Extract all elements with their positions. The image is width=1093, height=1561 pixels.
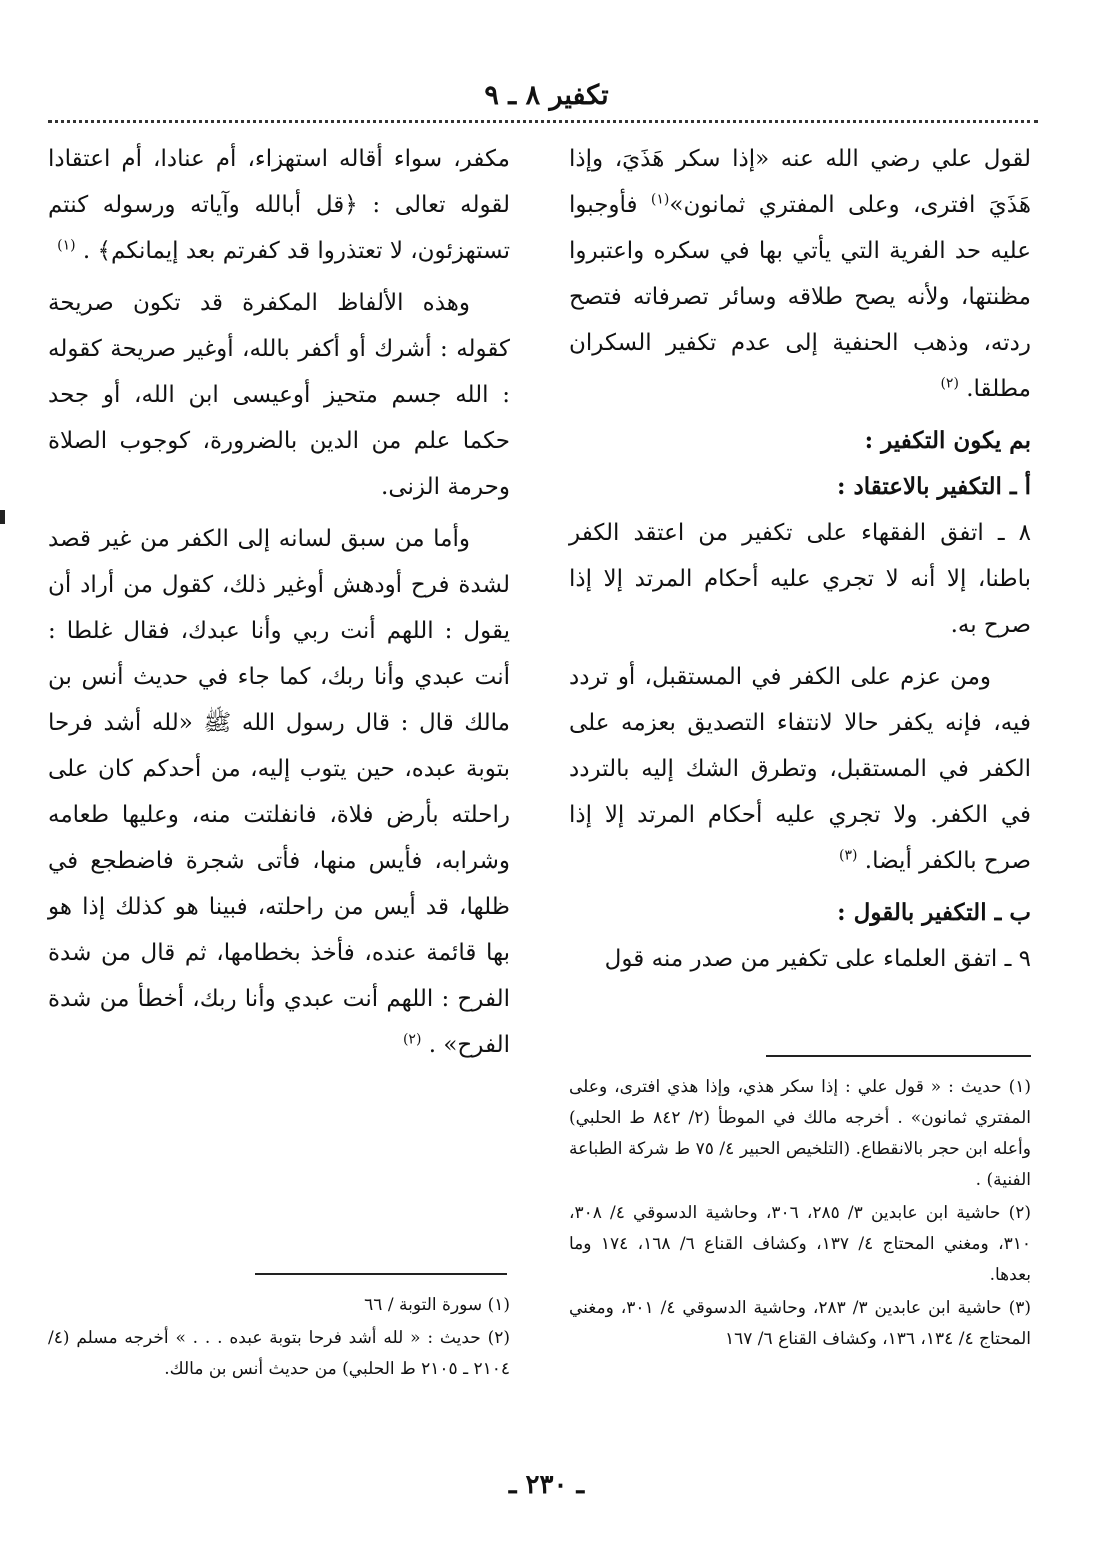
left-column xyxy=(48,136,510,1074)
footnotes-right xyxy=(569,1072,1031,1357)
footnote-divider xyxy=(255,1273,507,1275)
section-heading: بم يكون التكفير : xyxy=(864,427,1031,454)
footnote: (١) حديث : « قول علي : إذا سكر هذي، وإذا هذي افترى، وعلى المفتري ثمانون» . أخرجه مالك في الموطأ (٢/ ٨٤٢ ط الحلبي) وأعله ابن حجر بالانقطاع. (التلخيص الحبير ٤/ ٧٥ ط شركة الطباعة الفنية) . xyxy=(569,1077,1031,1190)
paragraph-text: لقول علي رضي الله عنه «إذا سكر هَذَيَ، وإذا هَذَيَ افترى، وعلى المفتري ثمانون» xyxy=(569,146,1031,218)
footnote: (٣) حاشية ابن عابدين ٣/ ٢٨٣، وحاشية الدسوقي ٤/ ٣٠١، ومغني المحتاج ٤/ ١٣٤، ١٣٦، وكشاف القناع ٦/ ١٦٧ xyxy=(569,1298,1031,1349)
paragraph: وهذه الألفاظ المكفرة قد تكون صريحة كقوله : أشرك أو أكفر بالله، أوغير صريحة كقوله : الله جسم متحيز أوعيسى ابن الله، أو جحد حكما علم من الدين بالضرورة، كوجوب الصلاة وحرمة الزنى. xyxy=(48,290,510,500)
subsection-heading: أ ـ التكفير بالاعتقاد : xyxy=(836,473,1031,500)
footnotes-left xyxy=(48,1290,510,1387)
footnote: (٢) حديث : « لله أشد فرحا بتوبة عبده . . . » أخرجه مسلم (٤/ ٢١٠٤ ـ ٢١٠٥ ط الحلبي) من حديث أنس بن مالك. xyxy=(48,1328,510,1379)
paragraph: ٨ ـ اتفق الفقهاء على تكفير من اعتقد الكفر باطنا، إلا أنه لا تجري عليه أحكام المرتد إلا إذا صرح به. xyxy=(569,520,1031,638)
footnote-ref[interactable]: (٣) xyxy=(839,847,858,864)
paragraph xyxy=(569,136,1031,412)
paragraph xyxy=(48,516,510,1068)
page-number: ـ ٢٣٠ ـ xyxy=(508,1470,585,1500)
paragraph xyxy=(48,136,510,274)
paragraph-text: مكفر، سواء أقاله استهزاء، أم عنادا، أم اعتقادا لقوله تعالى : ﴿قل أبالله وآياته ورسوله كنتم تستهزئون، لا تعتذروا قد كفرتم بعد إيمانكم﴾ . xyxy=(48,146,510,264)
header-divider xyxy=(48,120,1038,123)
footnote-ref[interactable]: (٢) xyxy=(402,1031,422,1048)
footnote-ref[interactable]: (١) xyxy=(650,191,670,208)
footnote: (٢) حاشية ابن عابدين ٣/ ٢٨٥، ٣٠٦، وحاشية الدسوقي ٤/ ٣٠٨، ٣١٠، ومغني المحتاج ٤/ ١٣٧، وكشاف القناع ٦/ ١٦٨، ١٧٤ وما بعدها. xyxy=(569,1203,1031,1285)
footnote-divider xyxy=(766,1055,1031,1057)
paragraph xyxy=(569,654,1031,884)
paragraph-text: وأما من سبق لسانه إلى الكفر من غير قصد لشدة فرح أودهش أوغير ذلك، كقول من أراد أن يقول : اللهم أنت ربي وأنا عبدك، فقال غلطا : أنت عبدي وأنا ربك، كما جاء في حديث أنس بن مالك قال : قال رسول الله ﷺ «لله أشد فرحا بتوبة عبده، حين يتوب إليه، من أحدكم كان على راحلته بأرض فلاة، فانفلتت منه، وعليها طعامه وشرابه، فأيس منها، فأتى شجرة فاضطجع في ظلها، قد أيس من راحلته، فبينا هو كذلك إذا هو بها قائمة عنده، فأخذ بخطامها، ثم قال من شدة الفرح : اللهم أنت عبدي وأنا ربك، أخطأ من شدة الفرح» . xyxy=(48,526,510,1058)
right-column xyxy=(569,136,1031,988)
paragraph-text: ومن عزم على الكفر في المستقبل، أو تردد فيه، فإنه يكفر حالا لانتفاء التصديق بعزمه على الكفر في المستقبل، وتطرق الشك إليه بالتردد في الكفر. ولا تجري عليه أحكام المرتد إلا إذا صرح بالكفر أيضا. xyxy=(569,664,1031,874)
footnote: (١) سورة التوبة / ٦٦ xyxy=(364,1295,510,1315)
footnote-ref[interactable]: (١) xyxy=(57,237,76,254)
scan-edge-mark xyxy=(0,510,5,524)
footnote-ref[interactable]: (٢) xyxy=(940,375,959,392)
subsection-heading: ب ـ التكفير بالقول : xyxy=(837,899,1031,926)
paragraph-text: فأوجبوا عليه حد الفرية التي يأتي بها في سكره واعتبروا مظنتها، ولأنه يصح طلاقه وسائر تصرفاته فتصح ردته، وذهب الحنفية إلى عدم تكفير السكران مطلقا. xyxy=(569,192,1031,402)
page-title: تكفير ٨ ـ ٩ xyxy=(484,80,609,111)
paragraph: ٩ ـ اتفق العلماء على تكفير من صدر منه قول xyxy=(604,946,1031,972)
